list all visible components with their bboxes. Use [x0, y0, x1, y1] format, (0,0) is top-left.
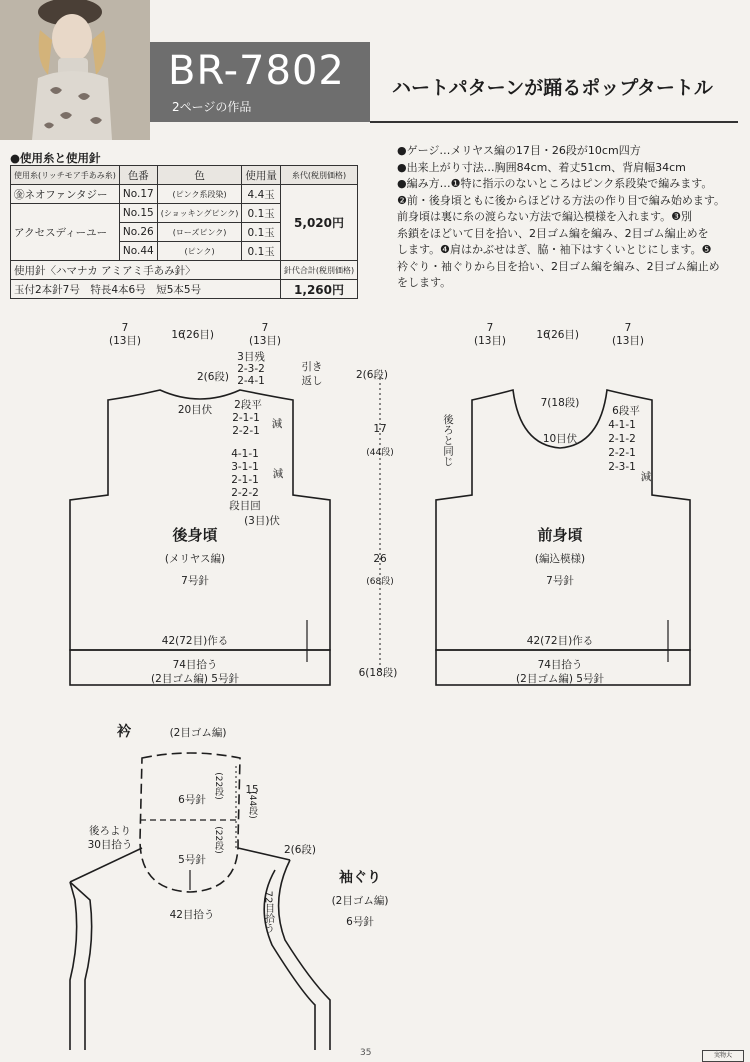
pattern-title: ハートパターンが踊るポップタートル	[392, 77, 713, 99]
col-yarn: 使用糸(リッチモア手あみ糸)	[11, 166, 120, 185]
title-rule	[370, 121, 738, 123]
yarn-number: No.17	[119, 185, 157, 204]
collar-upper-rows: (22段)	[213, 772, 223, 800]
back-h-rib: 6(18段)	[358, 667, 398, 679]
back-shoulder-note-1: 引き	[301, 361, 323, 373]
front-body-outline	[436, 390, 690, 650]
instruction-line: 衿ぐり・袖ぐりから目を拾い、2目ゴム編を編み、2目ゴム編止め	[397, 259, 720, 273]
page-number: 35	[360, 1048, 372, 1058]
back-arm-bind: (3目)伏	[244, 515, 280, 527]
back-arm-dec-1: 4-1-1	[231, 448, 259, 460]
back-w-center-rows: (26目)	[181, 329, 215, 341]
left-shoulder-line	[70, 848, 142, 882]
collar-title: 衿	[117, 724, 131, 740]
front-neck-dec-2: 4-1-1	[608, 419, 636, 431]
back-w-side-rows-l: (13目)	[108, 335, 142, 347]
front-w-side-l: 7	[486, 322, 494, 334]
right-shoulder-line	[238, 848, 290, 860]
collar-title-detail: (2目ゴム編)	[169, 727, 227, 739]
needles-list: 玉付2本針7号 特長4本6号 短5本5号	[11, 280, 281, 299]
col-color: 色	[157, 166, 242, 185]
yarn-amount: 0.1玉	[242, 223, 281, 242]
left-armhole-inner	[70, 882, 77, 1050]
back-shoulder-3: 2-4-1	[237, 375, 265, 387]
table-row	[11, 261, 358, 280]
right-armhole	[279, 860, 330, 1050]
back-shoulder-1: 3目残	[237, 351, 265, 363]
yarn-number: No.26	[119, 223, 157, 242]
back-shoulder-note-2: 返し	[301, 375, 323, 387]
yarn-name: アクセスディーユー	[11, 204, 120, 261]
back-w-side-l: 7	[121, 322, 129, 334]
back-cast-on: 42(72目)作る	[161, 635, 229, 647]
yarn-color: (ショッキングピンク)	[157, 204, 242, 223]
back-ribbing: 74目拾う	[172, 659, 218, 671]
armhole-title: 袖ぐり	[339, 870, 381, 886]
front-ribbing: 74目拾う	[537, 659, 583, 671]
col-amount: 使用量	[242, 166, 281, 185]
armhole-detail: (2目ゴム編)	[331, 895, 389, 907]
instruction-line: ●出来上がり寸法…胸囲84cm、着丈51cm、背肩幅34cm	[397, 160, 686, 174]
collar-upper-needle: 6号針	[178, 794, 206, 806]
collar-lower-rows: (22段)	[213, 826, 223, 854]
model-number: BR-7802	[168, 48, 345, 94]
instruction-line: 前身頃は裏に糸の渡らない方法で編込模様を入れます。❸別	[397, 210, 692, 223]
yarn-amount: 0.1玉	[242, 204, 281, 223]
collar-back-pickup-2: 30目拾う	[87, 839, 133, 851]
back-h-body: 26	[373, 553, 387, 565]
back-arm-dec-2: 3-1-1	[231, 461, 259, 473]
back-neck-dec-1: 2段平	[234, 399, 262, 411]
front-w-side-rows-l: (13目)	[473, 335, 507, 347]
yarn-price: 5,020円	[280, 185, 357, 261]
col-price: 糸代(税別価格)	[280, 166, 357, 185]
back-body-outline	[70, 390, 330, 650]
yarn-color: (ピンク)	[157, 242, 242, 261]
yarn-color: (ローズピンク)	[157, 223, 242, 242]
armhole-needle: 6号針	[346, 916, 374, 928]
yarn-amount: 0.1玉	[242, 242, 281, 261]
instruction-line: ●ゲージ…メリヤス編の17目・26段が10cm四方	[397, 144, 641, 157]
back-h-arm: 17	[373, 423, 387, 435]
yarn-name: ㊎ネオファンタジー	[11, 185, 120, 204]
front-w-side-rows-r: (13目)	[611, 335, 645, 347]
needles-price: 1,260円	[280, 280, 357, 299]
front-w-center-rows: (26目)	[546, 329, 580, 341]
back-ribbing-detail: (2目ゴム編) 5号針	[151, 673, 239, 685]
model-photo	[0, 0, 150, 140]
source-page-label: 2ページの作品	[172, 100, 252, 114]
collar-total: 15	[245, 784, 259, 796]
back-neck-dec-3: 2-2-1	[232, 425, 260, 437]
front-neck-dec-1: 6段平	[612, 405, 640, 417]
back-neck-rows: 2(6段)	[196, 371, 230, 383]
yarn-table-header	[11, 166, 358, 185]
instruction-line: 糸鎖をほどいて目を拾い、2目ゴム編を編み、2目ゴム編止めを	[397, 226, 709, 240]
front-neck-dec-4: 2-2-1	[608, 447, 636, 459]
front-neck-dec-3: 2-1-2	[608, 433, 636, 445]
armhole-pickup: 72目拾う	[262, 890, 274, 934]
back-w-side-r: 7	[261, 322, 269, 334]
back-h-body-rows: (68段)	[366, 577, 394, 587]
back-neck-bind: 20目伏	[177, 404, 213, 416]
front-w-side-r: 7	[624, 322, 632, 334]
instruction-line: ●編み方…❶特に指示のないところはピンク系段染で編みます。	[397, 177, 713, 190]
instruction-line: をします。	[397, 276, 452, 289]
collar-total-rows: (44段)	[247, 791, 257, 819]
front-ribbing-detail: (2目ゴム編) 5号針	[516, 673, 604, 685]
front-needle: 7号針	[546, 575, 574, 587]
yarn-heading: ●使用糸と使用針	[10, 151, 101, 165]
back-dec-label-1: 減	[271, 418, 283, 430]
col-color-number: 色番	[119, 166, 157, 185]
needles-price-label: 針代合計(税別価格)	[280, 261, 357, 280]
yarn-table	[10, 165, 358, 299]
collar-lower-needle: 5号針	[178, 854, 206, 866]
instructions	[397, 143, 742, 292]
collar-pickup: 42目拾う	[169, 909, 215, 921]
instruction-line: ❷前・後身頃ともに後からほどける方法の作り目で編み始めます。	[397, 193, 725, 207]
yarn-number: No.44	[119, 242, 157, 261]
front-neck-dec-5: 2-3-1	[608, 461, 636, 473]
front-cast-on: 42(72目)作る	[526, 635, 594, 647]
knitting-diagram	[0, 300, 750, 1050]
back-needle: 7号針	[181, 575, 209, 587]
front-name: 前身頃	[537, 526, 583, 544]
front-neck-bind: 10目伏	[542, 433, 578, 445]
yarn-number: No.15	[119, 204, 157, 223]
back-h-arm-rows: (44段)	[366, 448, 394, 458]
front-same-as-back: 後ろと同じ	[442, 413, 454, 467]
back-shoulder-2: 2-3-2	[237, 363, 265, 375]
yarn-color: (ピンク系段染)	[157, 185, 242, 204]
needles-label: 使用針〈ハマナカ アミアミ手あみ針〉	[11, 261, 281, 280]
front-dec-label: 減	[640, 471, 652, 483]
back-dec-label-2: 減	[272, 468, 284, 480]
back-arm-dec-3: 2-1-1	[231, 474, 259, 486]
back-arm-dec-4: 2-2-2	[231, 487, 259, 499]
back-h-top: 2(6段)	[355, 369, 389, 381]
page-mark: 実物大	[702, 1050, 744, 1062]
table-row	[11, 185, 358, 204]
table-row	[11, 280, 358, 299]
back-neck-dec-2: 2-1-1	[232, 412, 260, 424]
back-name: 後身頃	[172, 526, 218, 544]
front-stitch: (編込模様)	[534, 553, 586, 565]
collar-back-pickup-1: 後ろより	[89, 825, 131, 837]
front-neck-depth: 7(18段)	[540, 397, 580, 409]
front-w-center: 16	[536, 329, 550, 341]
yarn-amount: 4.4玉	[242, 185, 281, 204]
back-stitch: (メリヤス編)	[164, 553, 226, 565]
back-w-side-rows-r: (13目)	[248, 335, 282, 347]
back-arm-dec-5: 段目回	[229, 500, 261, 512]
armhole-rows: 2(6段)	[283, 844, 317, 856]
back-w-center: 16	[171, 329, 185, 341]
instruction-line: します。❹肩はかぶせはぎ、脇・袖下はすくいとじにします。❺	[397, 243, 712, 256]
